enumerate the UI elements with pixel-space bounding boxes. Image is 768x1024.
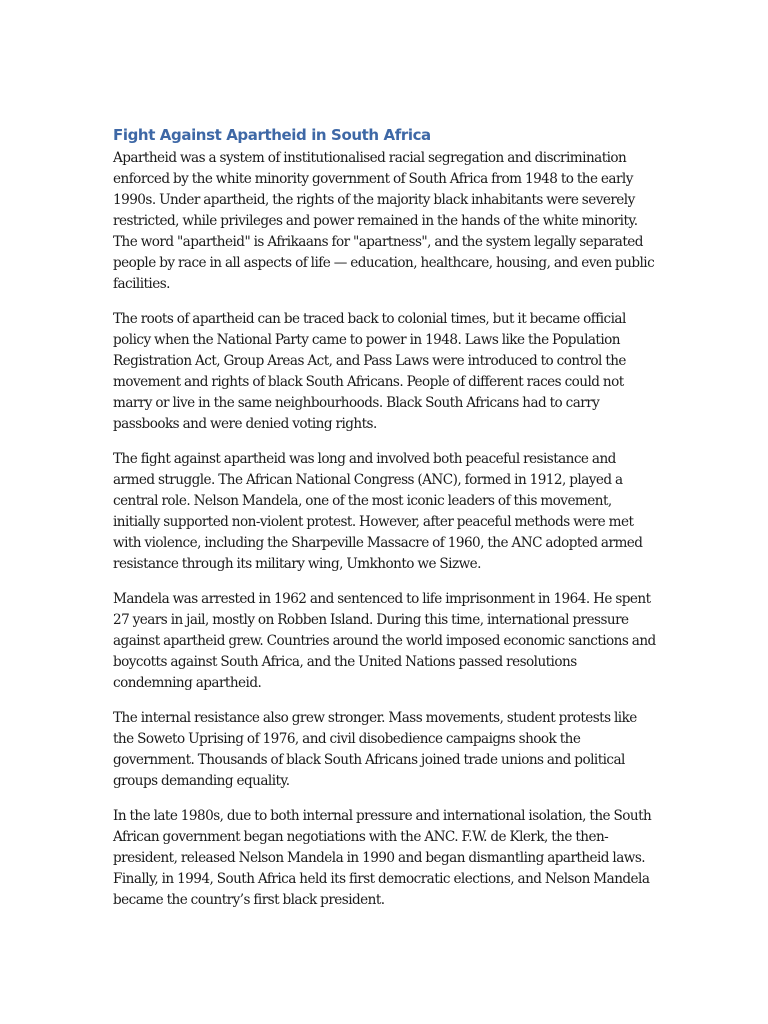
paragraph-internal-resistance: The internal resistance also grew stronger. Mass movements, student protests like the Soweto Uprising of 1976, and civil disobedience campaigns shook the government. Thousands of black South Africans joined trade unions and political groups demanding equality. <box>113 710 637 789</box>
paragraph-definition: Apartheid was a system of institutionalised racial segregation and discrimination enforced by the white minority government of South Africa from 1948 to the early 1990s. Under apartheid, the rights of the majority black inhabitants were severely restricted, while privileges and power remained in the hands of the white minority. The word "apartheid" is Afrikaans for "apartness", and the system legally separated people by race in all aspects of life — education, healthcare, housing, and even public facilities. <box>113 150 655 292</box>
paragraph-mandela-imprisonment: Mandela was arrested in 1962 and sentenced to life imprisonment in 1964. He spent 27 years in jail, mostly on Robben Island. During this time, international pressure against apartheid grew. Countries around the world imposed economic sanctions and boycotts against South Africa, and the United Nations passed resolutions condemning apartheid. <box>113 591 656 691</box>
document-page <box>113 124 658 925</box>
paragraph-roots: The roots of apartheid can be traced back to colonial times, but it became official policy when the National Party came to power in 1948. Laws like the Population Registration Act, Group Areas Act, and Pass Laws were introduced to control the movement and rights of black South Africans. People of different races could not marry or live in the same neighbourhoods. Black South Africans had to carry passbooks and were denied voting rights. <box>113 311 626 432</box>
paragraph-resistance: The fight against apartheid was long and involved both peaceful resistance and armed struggle. The African National Congress (ANC), formed in 1912, played a central role. Nelson Mandela, one of the most iconic leaders of this movement, initially supported non-violent protest. However, after peaceful methods were met with violence, including the Sharpeville Massacre of 1960, the ANC adopted armed resistance through its military wing, Umkhonto we Sizwe. <box>113 451 643 572</box>
paragraph-end-of-apartheid: In the late 1980s, due to both internal pressure and international isolation, the South African government began negotiations with the ANC. F.W. de Klerk, the then-president, released Nelson Mandela in 1990 and began dismantling apartheid laws. Finally, in 1994, South Africa held its first democratic elections, and Nelson Mandela became the country’s first black president. <box>113 808 652 908</box>
document-title: Fight Against Apartheid in South Africa <box>113 126 431 144</box>
